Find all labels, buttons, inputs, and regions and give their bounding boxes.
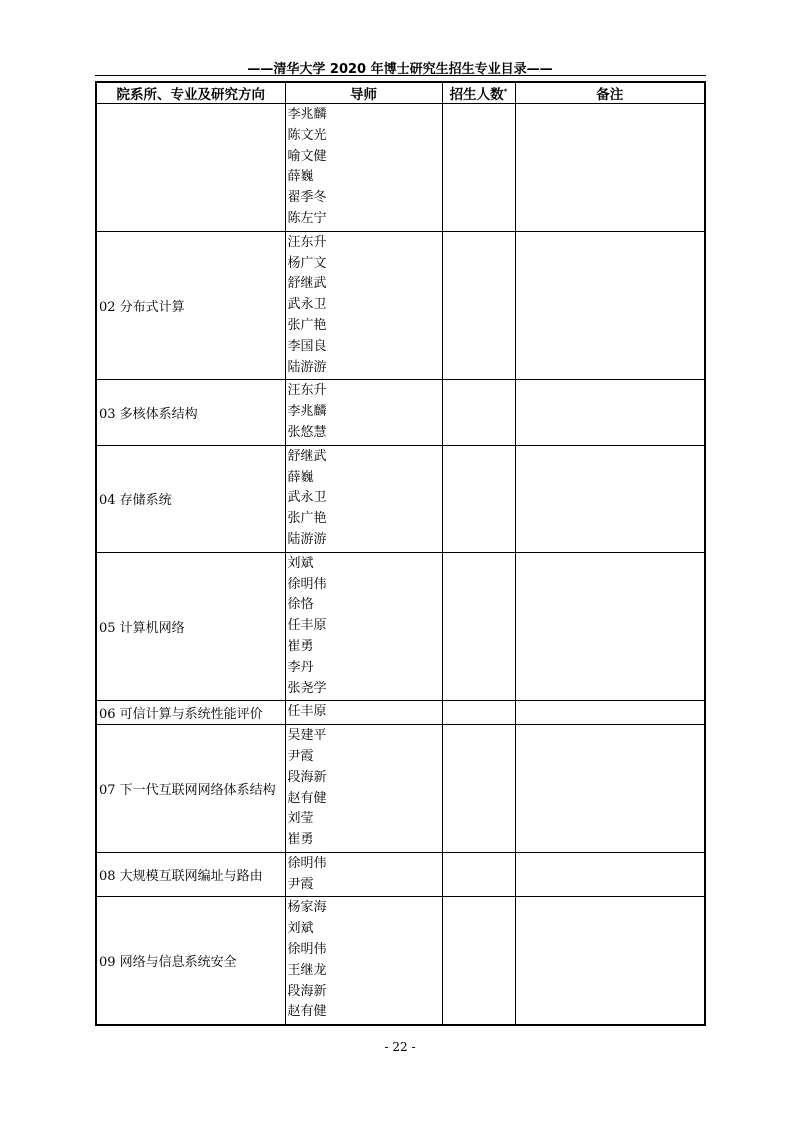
advisor-name: 舒继武: [287, 448, 327, 464]
advisor-name: 尹霞: [287, 748, 314, 764]
table-row: [96, 897, 705, 1025]
research-direction: 02 分布式计算: [96, 231, 285, 380]
research-direction: 05 计算机网络: [96, 552, 285, 701]
advisor-name: 徐明伟: [287, 855, 327, 871]
quota-cell: [442, 852, 515, 897]
page-number: - 22 -: [384, 1040, 416, 1054]
research-direction: 03 多核体系结构: [96, 380, 285, 445]
col-header-advisor: 导师: [285, 82, 442, 104]
advisor-name: 薛巍: [287, 169, 314, 185]
advisor-name: 翟季冬: [287, 190, 327, 206]
table-row: [96, 701, 705, 725]
advisor-cell: [285, 445, 442, 552]
table-row: [96, 231, 705, 380]
advisor-cell: [285, 725, 442, 853]
col-header-quota-label: 招生人数: [449, 87, 504, 103]
notes-cell: [515, 701, 705, 725]
advisor-name: 张悠慧: [287, 424, 327, 440]
advisor-name: 张广艳: [287, 511, 327, 527]
quota-cell: [442, 701, 515, 725]
page-header: ——清华大学 2020 年博士研究生招生专业目录——: [247, 62, 553, 77]
advisor-name: 陆游游: [287, 531, 327, 547]
research-direction: 06 可信计算与系统性能评价: [96, 701, 285, 725]
quota-cell: [442, 231, 515, 380]
advisor-cell: [285, 380, 442, 445]
quota-cell: [442, 445, 515, 552]
advisor-name: 刘斌: [287, 921, 314, 937]
table-row: [96, 725, 705, 853]
advisor-name: 陆游游: [287, 359, 327, 375]
table-body: [96, 104, 705, 1026]
advisor-name: 段海新: [287, 983, 327, 999]
advisor-name: 武永卫: [287, 490, 327, 506]
notes-cell: [515, 852, 705, 897]
col-header-quota: [442, 82, 515, 104]
advisor-name: 武永卫: [287, 297, 327, 313]
notes-cell: [515, 445, 705, 552]
quota-cell: [442, 552, 515, 701]
advisor-name: 李国良: [287, 338, 327, 354]
table-row: [96, 380, 705, 445]
quota-footnote-mark: *: [503, 87, 508, 96]
advisor-name: 汪东升: [287, 383, 327, 399]
table-row: [96, 104, 705, 232]
advisor-name: 李兆麟: [287, 404, 327, 420]
advisor-name: 李兆麟: [287, 107, 327, 122]
advisor-name: 段海新: [287, 769, 327, 785]
notes-cell: [515, 104, 705, 232]
header-rule: [95, 75, 706, 76]
advisor-name: 张广艳: [287, 317, 327, 333]
advisor-name: 王继龙: [287, 962, 327, 978]
notes-cell: [515, 725, 705, 853]
advisor-name: 任丰原: [287, 704, 327, 720]
advisor-name: 舒继武: [287, 276, 327, 292]
quota-cell: [442, 897, 515, 1025]
advisor-name: 赵有健: [287, 1004, 327, 1020]
advisor-name: 陈左宁: [287, 210, 327, 226]
table-header-row: [96, 82, 705, 104]
table-row: [96, 552, 705, 701]
catalog-table: [95, 81, 706, 1026]
notes-cell: [515, 552, 705, 701]
advisor-name: 任丰原: [287, 618, 327, 634]
advisor-name: 喻文健: [287, 148, 327, 164]
research-direction: 09 网络与信息系统安全: [96, 897, 285, 1025]
table-row: [96, 445, 705, 552]
advisor-name: 赵有健: [287, 790, 327, 806]
col-header-notes: 备注: [515, 82, 705, 104]
advisor-name: 刘斌: [287, 555, 314, 571]
research-direction: 08 大规模互联网编址与路由: [96, 852, 285, 897]
advisor-name: 陈文光: [287, 127, 327, 143]
col-header-dept: 院系所、专业及研究方向: [96, 82, 285, 104]
advisor-name: 徐恪: [287, 597, 314, 613]
advisor-name: 汪东升: [287, 234, 327, 250]
advisor-cell: [285, 104, 442, 232]
research-direction: 07 下一代互联网网络体系结构: [96, 725, 285, 853]
advisor-cell: [285, 552, 442, 701]
advisor-name: 徐明伟: [287, 942, 327, 958]
advisor-name: 吴建平: [287, 728, 327, 744]
table-row: [96, 852, 705, 897]
advisor-cell: [285, 852, 442, 897]
advisor-name: 杨家海: [287, 900, 327, 916]
advisor-name: 杨广文: [287, 255, 327, 271]
quota-cell: [442, 380, 515, 445]
advisor-name: 张尧学: [287, 680, 327, 696]
notes-cell: [515, 380, 705, 445]
advisor-cell: [285, 231, 442, 380]
advisor-name: 李丹: [287, 659, 314, 675]
quota-cell: [442, 104, 515, 232]
quota-cell: [442, 725, 515, 853]
advisor-name: 薛巍: [287, 469, 314, 485]
advisor-cell: [285, 897, 442, 1025]
advisor-name: 崔勇: [287, 638, 314, 654]
advisor-name: 刘莹: [287, 811, 314, 827]
advisor-name: 徐明伟: [287, 576, 327, 592]
research-direction: 04 存储系统: [96, 445, 285, 552]
research-direction: [96, 104, 285, 232]
advisor-name: 尹霞: [287, 876, 314, 892]
advisor-cell: [285, 701, 442, 725]
advisor-name: 崔勇: [287, 832, 314, 848]
notes-cell: [515, 897, 705, 1025]
notes-cell: [515, 231, 705, 380]
